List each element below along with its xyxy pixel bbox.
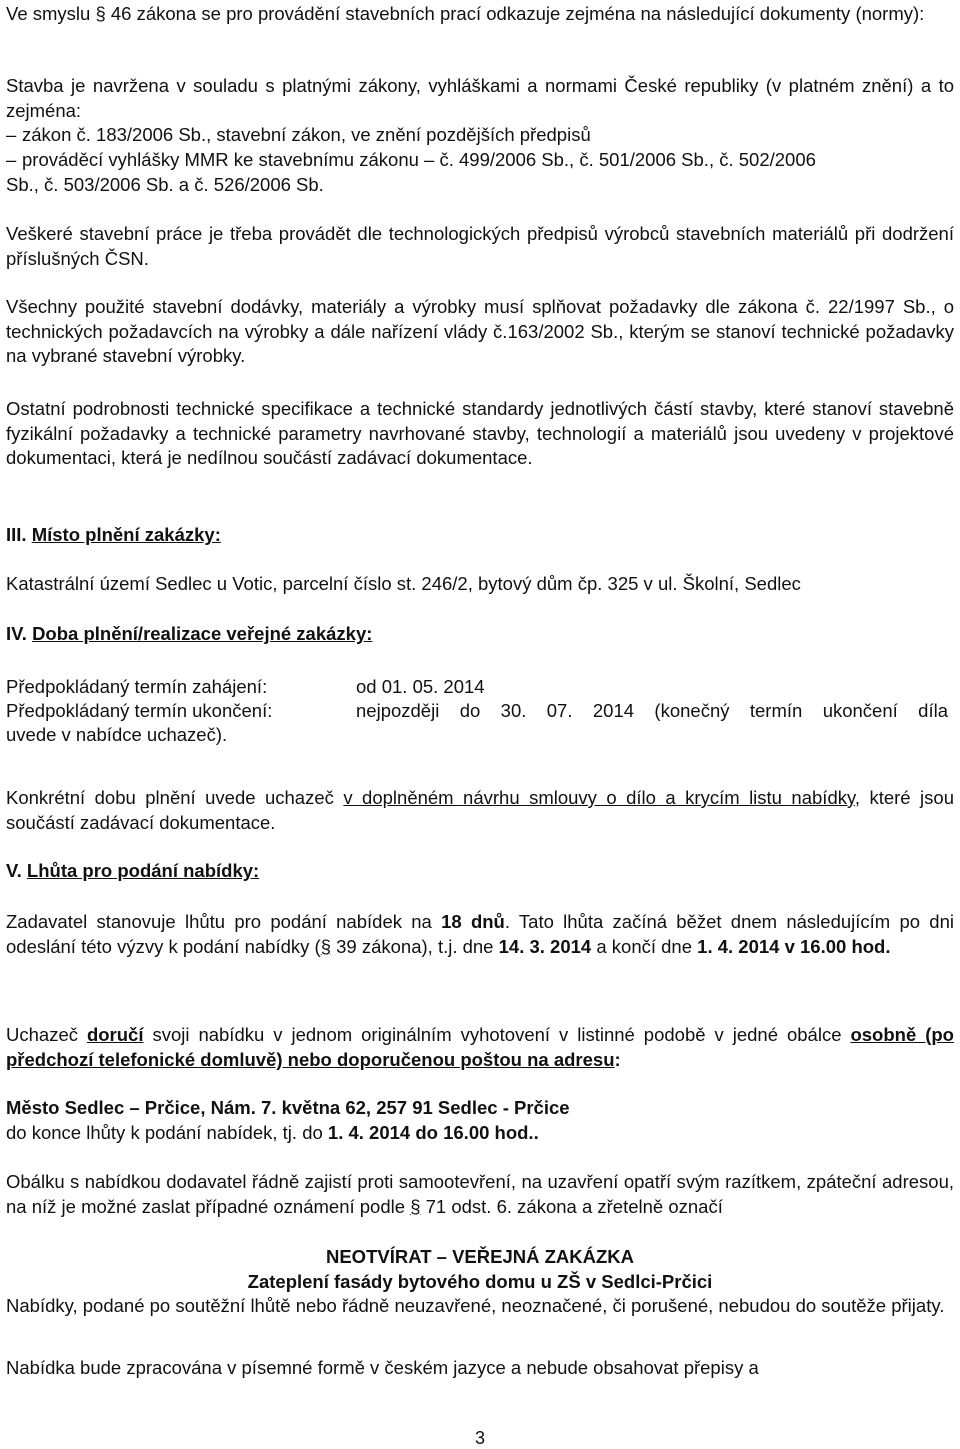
bullet-item-2-continuation [6,173,948,198]
text-run: , které jsou součástí zadávací dokumentace. [6,787,954,833]
bullet-text-2b: Sb., č. 503/2006 Sb. a č. 526/2006 Sb. [6,174,324,195]
contract-draft-reference: v doplněném návrhu smlouvy o dílo a krycím listu nabídky [343,787,855,808]
text-run: 39 zákona), t.j. dne [330,935,499,957]
start-date: 14. 3. 2014 [498,935,592,957]
envelope-mark-line-2: Zateplení fasády bytového domu u ZŠ v Sedlci-Prčici [247,1271,713,1292]
bullet-item-1 [6,123,948,148]
delivery-deadline [0,1121,960,1146]
dash-bullet: – [6,149,17,170]
end-date-label: Předpokládaný termín ukončení: [6,700,273,721]
place-of-performance: Katastrální území Sedlec u Votic, parcelní číslo st. 246/2, bytový dům čp. 325 v ul. Školní, Sedlec [6,573,801,594]
section-heading-3 [6,523,221,548]
end-date-value: nejpozději do 30. 07. 2014 (konečný termín ukončení díla [356,700,948,721]
section-title: Doba plnění/realizace veřejné zakázky: [32,623,373,644]
bullet-text-2a: prováděcí vyhlášky MMR ke stavebnímu zákonu – č. 499/2006 Sb., č. 501/2006 Sb., č. 502/2006 [22,149,816,170]
section-heading-5 [6,859,259,884]
end-date: 1. 4. 2014 v 16.00 hod. [697,935,891,957]
section-number: V. [6,860,22,881]
bullet-text-1: zákon č. 183/2006 Sb., stavební zákon, ve znění pozdějších předpisů [22,124,591,145]
deadline-days: 18 dnů [441,911,505,932]
section-number: III. [6,524,27,545]
deadline-paragraph [0,910,960,959]
text-run: : [614,1048,621,1070]
text-run: . Tato lhůta začíná běžet dnem následujícím po dni odeslání této výzvy k podání nabídky ( [6,911,954,957]
text-run: Uchazeč [6,1024,87,1045]
page-number: 3 [474,1428,485,1448]
paragraph-standards: Veškeré stavební práce je třeba provádět dle technologických předpisů výrobců stavebních materiálů při dodržení příslušných ČSN. [6,223,954,269]
paragraph-symbol-icon: § [320,935,331,957]
late-bids-paragraph: Nabídky, podané po soutěžní lhůtě nebo řádně neuzavřené, neoznačené, či porušené, nebudou do soutěže přijaty. [6,1295,945,1316]
section-heading-4 [6,622,372,647]
paragraph-symbol-icon: § [410,1195,421,1217]
end-date-note: uvede v nabídce uchazeč). [6,724,228,745]
paragraph-specification: Ostatní podrobnosti technické specifikace a technické standardy jednotlivých částí stavby, které stanoví stavebně fyzikální požadavky a technické parametry navrhované stavby, technologií a materiálů jsou uvedeny v projektové dokumentaci, která je nedílnou součástí zadávací dokumentace. [6,398,954,468]
envelope-mark-line-1: NEOTVÍRAT – VEŘEJNÁ ZAKÁZKA [325,1246,634,1267]
bullet-item-2 [6,148,948,173]
delivery-method: osobně (po předchozí telefonické domluvě) nebo doporučenou poštou na adresu [6,1024,954,1070]
language-paragraph: Nabídka bude zpracována v písemné formě v českém jazyce a nebude obsahovat přepisy a [6,1357,759,1378]
end-date-continuation [6,723,948,748]
text-run: Obálku s nabídkou dodavatel řádně zajistí proti samootevření, na uzavření opatří svým razítkem, zpáteční adresou, na níž je možné zaslat případné oznámení podle [6,1171,954,1217]
delivery-verb: doručí [86,1024,144,1045]
section-title: Lhůta pro podání nabídky: [26,860,260,881]
duration-paragraph [0,786,960,835]
dash-bullet: – [6,124,17,145]
text-run: svoji nabídku v jednom originálním vyhotovení v listinné podobě v jedné obálce [143,1024,851,1045]
text-run: 71 odst. 6. zákona a zřetelně označí [420,1195,723,1217]
section-number: IV. [6,623,27,644]
paragraph-materials: Všechny použité stavební dodávky, materiály a výrobky musí splňovat požadavky dle zákona č. 22/1997 Sb., o technických požadavcích na výrobky a dále nařízení vlády č.163/2002 Sb., kterým se stanoví technické požadavky na vybrané stavební výrobky. [6,296,954,366]
start-date-value: od 01. 05. 2014 [356,676,485,697]
deadline-date: 1. 4. 2014 do 16.00 hod.. [327,1122,539,1143]
intro-paragraph-2: Stavba je navržena v souladu s platnými zákony, vyhláškami a normami České republiky (v platném znění) a to zejména: [6,75,954,121]
delivery-address: Město Sedlec – Prčice, Nám. 7. května 62, 257 91 Sedlec - Prčice [6,1097,570,1118]
text-run: Zadavatel stanovuje lhůtu pro podání nabídek na [6,911,442,932]
section-title: Místo plnění zakázky: [31,524,221,545]
envelope-paragraph [0,1170,960,1219]
text-run: Konkrétní dobu plnění uvede uchazeč [6,787,344,808]
intro-paragraph-1: Ve smyslu § 46 zákona se pro provádění stavebních prací odkazuje zejména na následující dokumenty (normy): [6,3,925,24]
text-run: a končí dne [591,935,698,957]
text-run: do konce lhůty k podání nabídek, tj. do [6,1122,328,1143]
start-date-label: Předpokládaný termín zahájení: [6,676,268,697]
delivery-paragraph [0,1023,960,1072]
